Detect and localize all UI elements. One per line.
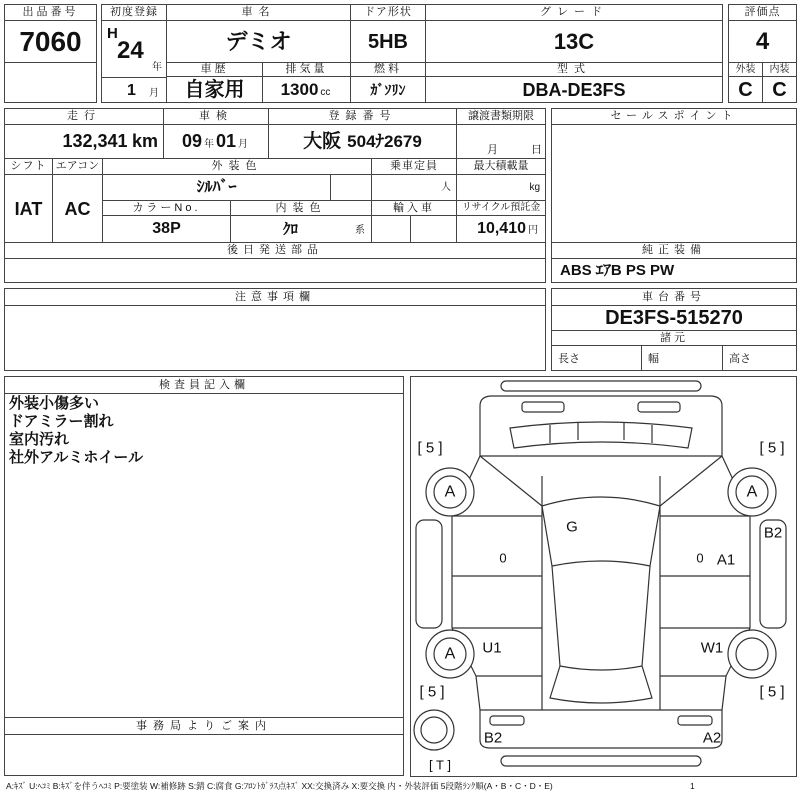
displacement-header: 排気量 (262, 62, 351, 77)
headlight-right (638, 402, 680, 412)
recycle-fee-unit: 円 (528, 225, 538, 236)
chassis-value: DE3FS-515270 (551, 305, 797, 331)
registration-region: 大阪 (303, 131, 342, 152)
transfer-deadline-month-unit: 月 (487, 144, 498, 156)
inspector-line: 室内汚れ (9, 431, 70, 448)
spec-height: 高さ (722, 345, 797, 371)
sales-points-body (551, 124, 797, 243)
car-name-header: 車名 (166, 4, 351, 21)
interior-color-cell (230, 215, 372, 243)
grade-value: 13C (425, 20, 723, 63)
import-car-cell-right (410, 215, 457, 243)
max-load-unit: kg (456, 174, 546, 201)
door-type-header: ドア形状 (350, 4, 426, 21)
interior-rating-header: 内装 (762, 62, 797, 77)
office-body (4, 734, 404, 776)
bracket-rear-left: [ 5 ] (419, 683, 445, 701)
taillight-left (490, 716, 524, 725)
history-value: 自家用 (166, 76, 263, 103)
recycle-fee-wrap (477, 221, 540, 237)
notes-header: 注意事項欄 (4, 288, 546, 306)
recycle-fee-cell (456, 215, 546, 243)
front-bumper (501, 381, 701, 391)
windshield (542, 497, 660, 566)
front-panel-vents (550, 422, 652, 443)
inspector-line: 外装小傷多い (9, 395, 100, 412)
inspector-line: 社外アルミホイール (9, 449, 144, 466)
spec-width: 幅 (641, 345, 723, 371)
max-load-header: 最大積載量 (456, 158, 546, 175)
fuel-value: ｶﾞｿﾘﾝ (350, 76, 426, 103)
mileage-unit: km (131, 131, 158, 151)
transfer-deadline-cell (456, 124, 546, 159)
page-number: 1 (690, 781, 695, 791)
standard-equipment-value: ABS ｴｱB PS PW (551, 258, 797, 283)
exterior-rating-value: C (728, 76, 763, 103)
mileage-wrap (62, 132, 158, 151)
aircon-header: エアコン (52, 158, 103, 175)
inspection-wrap (182, 132, 250, 151)
mark-right-rear-side: W1 (700, 639, 724, 657)
left-side-panel (416, 520, 442, 628)
standard-equipment-header: 純正装備 (551, 242, 797, 259)
damage-legend: A:ｷｽﾞ U:ﾍｺﾐ B:ｷｽﾞを伴うﾍｺﾐ P:要塗装 W:補修跡 S:錆 C:腐食 G:ﾌﾛﾝﾄｶﾞﾗｽ点ｷｽﾞ XX:交換済み X:要交換 内・外装評価 5段階ﾗﾝｸ順(A・B・C・D・E) (6, 781, 553, 791)
registration-number: 504ﾅ2679 (347, 132, 422, 151)
rear-window (550, 666, 652, 703)
exterior-color-value: ｼﾙﾊﾞｰ (102, 174, 331, 201)
inspector-body (4, 393, 404, 718)
mark-rear-left-wheel: A (444, 645, 456, 663)
history-header: 車歴 (166, 62, 263, 77)
inspector-line: ドアミラー割れ (9, 413, 114, 430)
parts-later-header: 後日発送部品 (4, 242, 546, 259)
spare-tire-inner (421, 717, 447, 743)
shift-header: シフト (4, 158, 53, 175)
import-car-cell-left (371, 215, 411, 243)
rear-right-wheel-inner (736, 638, 768, 670)
mileage-value: 132,341 (62, 131, 128, 151)
inspector-header: 検査員記入欄 (4, 376, 404, 394)
first-registration-month: 1 (127, 82, 136, 99)
first-registration-year: 24 (117, 37, 144, 64)
parts-later-body (4, 258, 546, 283)
inspection-month: 01 (216, 131, 237, 151)
capacity-header: 乗車定員 (371, 158, 457, 175)
car-name-value: デミオ (166, 20, 351, 63)
shift-value: IAT (4, 174, 53, 243)
first-registration-header: 初度登録 (101, 4, 167, 21)
displacement-value: 1300 (280, 79, 319, 99)
hood (480, 456, 722, 506)
inspection-cell (163, 124, 269, 159)
first-registration-month-unit: 月 (149, 88, 159, 99)
first-registration-era: H (107, 25, 118, 42)
inspection-month-unit: 月 (238, 139, 249, 150)
chassis-header: 車台番号 (551, 288, 797, 306)
mileage-cell (4, 124, 164, 159)
mark-left-rear-side: U1 (482, 639, 502, 657)
first-registration-year-unit: 年 (152, 62, 162, 73)
notes-body (4, 305, 546, 371)
displacement-wrap (281, 81, 333, 99)
import-car-header: 輸入車 (371, 200, 457, 216)
mark-rear-right: A2 (702, 729, 722, 747)
mark-windshield: G (566, 518, 578, 536)
sales-points-header: セールスポイント (551, 108, 797, 125)
first-registration-month-cell (101, 77, 167, 103)
interior-color-header: 内装色 (230, 200, 372, 216)
rear-bumper (501, 756, 701, 766)
lot-number-header: 出品番号 (4, 4, 97, 21)
inspection-year-unit: 年 (204, 139, 214, 150)
inspection-year: 09 (181, 131, 202, 151)
registration-header: 登録番号 (268, 108, 457, 125)
color-no-header: カラーNo. (102, 200, 231, 216)
displacement-unit: cc (320, 86, 331, 98)
spec-length: 長さ (551, 345, 642, 371)
score-value: 4 (728, 20, 797, 63)
roof (552, 566, 650, 666)
grade-header: グレード (425, 4, 723, 21)
interior-color-value: ｸﾛ (283, 221, 299, 238)
mark-right-front-door: 0 (696, 550, 704, 566)
first-registration-year-cell (101, 20, 167, 78)
model-code-header: 型式 (425, 62, 723, 77)
lot-number-value: 7060 (4, 20, 97, 63)
aircon-value: AC (52, 174, 103, 243)
office-header: 事務局よりご案内 (4, 717, 404, 735)
score-header: 評価点 (728, 4, 797, 21)
front-panel (510, 422, 692, 448)
door-type-value: 5HB (350, 20, 426, 63)
recycle-fee-value: 10,410 (477, 220, 526, 237)
displacement-cell (262, 76, 351, 103)
interior-color-suffix: 系 (355, 225, 365, 236)
capacity-unit: 人 (371, 174, 457, 201)
inspection-header: 車検 (163, 108, 269, 125)
registration-cell (268, 124, 457, 159)
exterior-color-header: 外装色 (102, 158, 372, 175)
headlight-left (522, 402, 564, 412)
mark-front-left-wheel: A (444, 483, 456, 501)
lot-number-blank (4, 62, 97, 103)
bracket-rear-right: [ 5 ] (759, 683, 785, 701)
exterior-rating-header: 外装 (728, 62, 763, 77)
car-outline (416, 381, 786, 766)
fuel-header: 燃料 (350, 62, 426, 77)
bracket-spare: [ T ] (429, 757, 451, 773)
color-no-value: 38P (102, 215, 231, 243)
interior-rating-value: C (762, 76, 797, 103)
taillight-right (678, 716, 712, 725)
mileage-header: 走行 (4, 108, 164, 125)
mark-right-side-panel: B2 (763, 524, 783, 542)
registration-wrap (303, 132, 422, 151)
mark-right-front-side: A1 (716, 551, 736, 569)
transfer-deadline-day-unit: 日 (531, 144, 542, 156)
mark-front-right-wheel: A (746, 483, 758, 501)
recycle-fee-header: リサイクル預託金 (456, 200, 546, 216)
front-body (480, 396, 722, 456)
model-code-value: DBA-DE3FS (425, 76, 723, 103)
exterior-color-blank (330, 174, 372, 201)
mark-rear-left: B2 (483, 729, 503, 747)
bracket-front-right: [ 5 ] (759, 439, 785, 457)
car-damage-diagram (410, 376, 797, 777)
bracket-front-left: [ 5 ] (417, 439, 443, 457)
specs-header: 諸元 (551, 330, 797, 346)
transfer-deadline-header: 譲渡書類期限 (456, 108, 546, 125)
mark-left-front-door: 0 (499, 550, 507, 566)
